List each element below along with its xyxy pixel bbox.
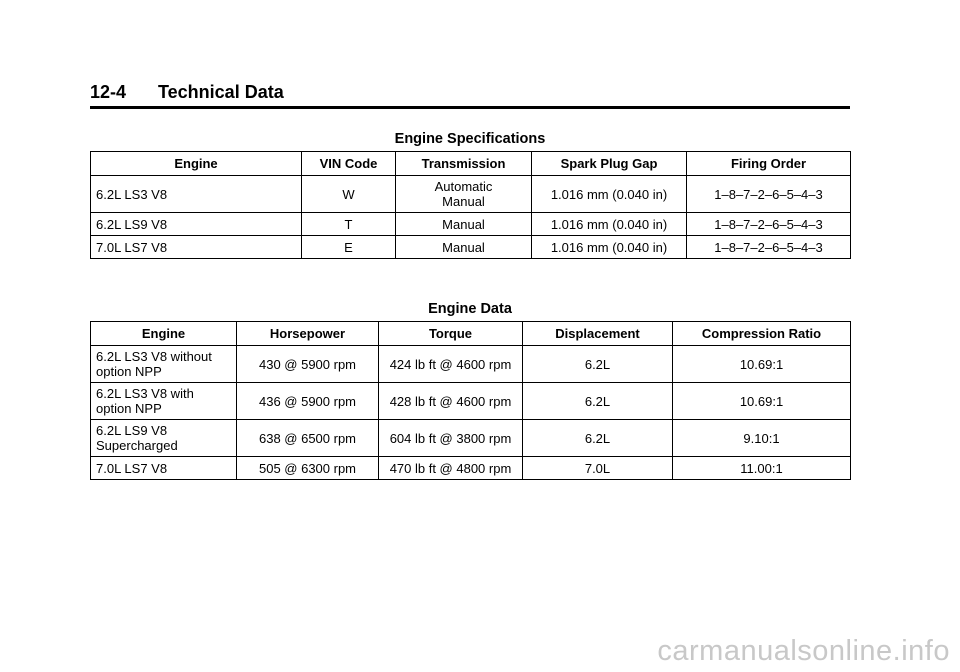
table-cell: 10.69:1 bbox=[673, 346, 851, 383]
table-cell: 10.69:1 bbox=[673, 383, 851, 420]
table-row bbox=[91, 457, 851, 480]
column-header: Horsepower bbox=[237, 322, 379, 346]
table-cell: 1.016 mm (0.040 in) bbox=[532, 236, 687, 259]
cell-line: Supercharged bbox=[96, 438, 178, 453]
table-cell: 6.2L LS3 V8 bbox=[91, 176, 302, 213]
table-cell: 9.10:1 bbox=[673, 420, 851, 457]
table-cell: 1.016 mm (0.040 in) bbox=[532, 176, 687, 213]
engine-specifications-title: Engine Specifications bbox=[394, 131, 546, 147]
table-cell: E bbox=[302, 236, 396, 259]
column-header: Torque bbox=[379, 322, 523, 346]
cell-line: option NPP bbox=[96, 364, 162, 379]
table-cell: 1.016 mm (0.040 in) bbox=[532, 213, 687, 236]
table-cell: 430 @ 5900 rpm bbox=[237, 346, 379, 383]
table-header-row bbox=[91, 322, 851, 346]
table-cell: 6.2L bbox=[523, 346, 673, 383]
table-cell bbox=[91, 346, 237, 383]
table-cell: Manual bbox=[396, 236, 532, 259]
table-cell: 604 lb ft @ 3800 rpm bbox=[379, 420, 523, 457]
cell-line: 6.2L LS9 V8 bbox=[96, 423, 168, 438]
table-cell: 6.2L bbox=[523, 383, 673, 420]
table-cell: 424 lb ft @ 4600 rpm bbox=[379, 346, 523, 383]
table-cell: W bbox=[302, 176, 396, 213]
column-header: VIN Code bbox=[302, 152, 396, 176]
section-title: Technical Data bbox=[158, 82, 284, 102]
table-row bbox=[91, 420, 851, 457]
watermark: carmanualsonline.info bbox=[657, 635, 950, 667]
table-cell: 7.0L LS7 V8 bbox=[91, 457, 237, 480]
table-row bbox=[91, 236, 851, 259]
table-header-row bbox=[91, 152, 851, 176]
table-cell bbox=[396, 176, 532, 213]
cell-line: 6.2L LS3 V8 with bbox=[96, 386, 194, 401]
table-cell: 11.00:1 bbox=[673, 457, 851, 480]
page-header bbox=[90, 80, 850, 109]
cell-line: Automatic bbox=[434, 179, 493, 194]
table-row bbox=[91, 383, 851, 420]
table-cell: 7.0L bbox=[523, 457, 673, 480]
column-header: Compression Ratio bbox=[673, 322, 851, 346]
table-cell bbox=[91, 420, 237, 457]
table-cell: 6.2L bbox=[523, 420, 673, 457]
table-row bbox=[91, 346, 851, 383]
column-header: Spark Plug Gap bbox=[532, 152, 687, 176]
table-cell: 638 @ 6500 rpm bbox=[237, 420, 379, 457]
engine-data-title: Engine Data bbox=[428, 301, 512, 317]
column-header: Displacement bbox=[523, 322, 673, 346]
cell-line: 6.2L LS3 V8 without bbox=[96, 349, 212, 364]
table-cell: Manual bbox=[396, 213, 532, 236]
table-cell: 1–8–7–2–6–5–4–3 bbox=[687, 236, 851, 259]
engine-specifications-table bbox=[90, 151, 851, 259]
table-cell: 436 @ 5900 rpm bbox=[237, 383, 379, 420]
table-cell: 1–8–7–2–6–5–4–3 bbox=[687, 176, 851, 213]
table-cell: 428 lb ft @ 4600 rpm bbox=[379, 383, 523, 420]
table-cell: 470 lb ft @ 4800 rpm bbox=[379, 457, 523, 480]
table-cell bbox=[91, 383, 237, 420]
engine-data-table bbox=[90, 321, 851, 480]
cell-line: Manual bbox=[442, 194, 485, 209]
column-header: Engine bbox=[91, 322, 237, 346]
table-cell: 6.2L LS9 V8 bbox=[91, 213, 302, 236]
table-cell: 505 @ 6300 rpm bbox=[237, 457, 379, 480]
table-cell: 1–8–7–2–6–5–4–3 bbox=[687, 213, 851, 236]
column-header: Firing Order bbox=[687, 152, 851, 176]
cell-line: option NPP bbox=[96, 401, 162, 416]
table-row bbox=[91, 213, 851, 236]
table-cell: 7.0L LS7 V8 bbox=[91, 236, 302, 259]
table-row bbox=[91, 176, 851, 213]
column-header: Engine bbox=[91, 152, 302, 176]
column-header: Transmission bbox=[396, 152, 532, 176]
page-number: 12-4 bbox=[90, 82, 127, 102]
table-cell: T bbox=[302, 213, 396, 236]
